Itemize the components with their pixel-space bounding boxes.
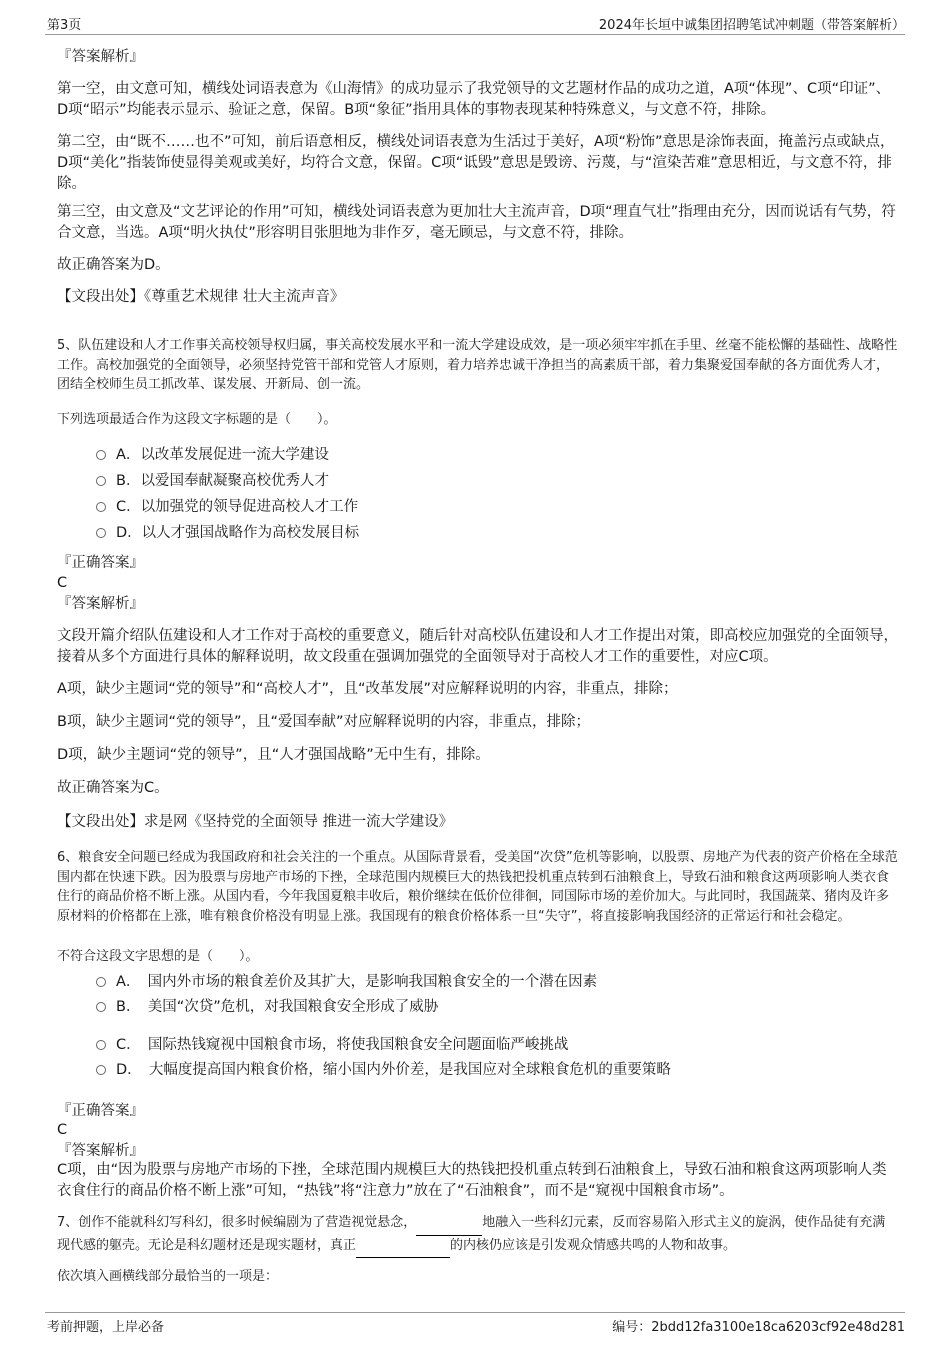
radio-icon[interactable]	[96, 1002, 106, 1012]
analysis-paragraph: A项，缺少主题词“党的领导”和“高校人才”，且“改革发展”对应解释说明的内容，非重点，排除；	[57, 681, 678, 697]
question-7-stem: 7、创作不能就科幻写科幻，很多时候编剧为了营造视觉悬念， 地融入一些科幻元素，反而容易陷入形式主义的旋涡，使作品徒有充满现代感的躯壳。无论是科幻题材还是现实题材，真正 的内核仍应该是引发观众情感共鸣的人物和故事。	[57, 1213, 898, 1258]
footer-slogan: 考前押题，上岸必备	[47, 1320, 165, 1335]
radio-icon[interactable]	[96, 1040, 106, 1050]
radio-icon[interactable]	[96, 977, 106, 987]
document-id: 编号：2bdd12fa3100e18ca6203cf92e48d281	[612, 1320, 905, 1335]
analysis-paragraph: C项，由“因为股票与房地产市场的下挫，全球范围内规模巨大的热钱把投机重点转到石油粮食上，导致石油和粮食这两项影响人类衣食住行的商品价格不断上涨”可知，“热钱”将“注意力”放在了“石油粮食”，而不是“窥视中国粮食市场”。	[57, 1162, 887, 1199]
radio-icon[interactable]	[96, 1065, 106, 1075]
question-7-prompt: 依次填入画横线部分最恰当的一项是：	[57, 1269, 279, 1284]
option-b[interactable]: B． 美国“次贷”危机，对我国粮食安全形成了威胁	[96, 997, 438, 1017]
option-c[interactable]: C． 国际热钱窥视中国粮食市场，将使我国粮食安全问题面临严峻挑战	[96, 1035, 568, 1055]
analysis-paragraph: D项，缺少主题词“党的领导”，且“人才强国战略”无中生有，排除。	[57, 747, 490, 763]
source-citation: 【文段出处】《尊重艺术规律 壮大主流声音》	[57, 289, 345, 305]
page-header	[45, 14, 905, 35]
analysis-paragraph: 第二空，由“既不……也不”可知，前后语意相反，横线处词语表意为生活过于美好，A项“粉饰”意思是涂饰表面，掩盖污点或缺点，D项“美化”指装饰使显得美观或美好，均符合文意，保留。C项“诋毁”意思是毁谤、污蔑，与“渲染苦难”意思相近，与文意不符，排除。	[57, 134, 895, 192]
analysis-label: 『答案解析』	[57, 49, 144, 65]
document-title: 2024年长垣中诚集团招聘笔试冲刺题（带答案解析）	[598, 18, 905, 33]
fill-blank-2[interactable]	[356, 1238, 450, 1259]
fill-blank-1[interactable]	[416, 1215, 482, 1236]
analysis-paragraph: 第一空，由文意可知，横线处词语表意为《山海情》的成功显示了我党领导的文艺题材作品的成功之道，A项“体现”、C项“印证”、D项“昭示”均能表示显示、验证之意，保留。B项“象征”指用具体的事物表现某种特殊意义，与文意不符，排除。	[57, 81, 891, 118]
analysis-label: 『答案解析』	[57, 1143, 144, 1159]
option-c[interactable]: C．以加强党的领导促进高校人才工作	[96, 497, 358, 517]
option-d[interactable]: D． 大幅度提高国内粮食价格，缩小国内外价差，是我国应对全球粮食危机的重要策略	[96, 1060, 671, 1080]
radio-icon[interactable]	[96, 450, 106, 460]
option-a[interactable]: A． 国内外市场的粮食差价及其扩大，是影响我国粮食安全的一个潜在因素	[96, 972, 597, 992]
answer-label: 『正确答案』	[57, 1103, 144, 1119]
source-citation: 【文段出处】求是网《坚持党的全面领导 推进一流大学建设》	[57, 814, 454, 830]
analysis-paragraph: 第三空，由文意及“文艺评论的作用”可知，横线处词语表意为更加壮大主流声音，D项“理直气壮”指理由充分，因而说话有气势，符合文意，当选。A项“明火执仗”形容明目张胆地为非作歹，毫无顾忌，与文意不符，排除。	[57, 204, 896, 241]
question-5-prompt: 下列选项最适合作为这段文字标题的是（ ）。	[57, 412, 337, 427]
analysis-label: 『答案解析』	[57, 596, 144, 612]
option-b[interactable]: B．以爱国奉献凝聚高校优秀人才	[96, 471, 329, 491]
radio-icon[interactable]	[96, 502, 106, 512]
question-6-prompt: 不符合这段文字思想的是（ ）。	[57, 949, 259, 964]
correct-answer: C	[57, 575, 68, 591]
analysis-paragraph: 文段开篇介绍队伍建设和人才工作对于高校的重要意义，随后针对高校队伍建设和人才工作提出对策，即高校应加强党的全面领导，接着从多个方面进行具体的解释说明，故文段重在强调加强党的全面领导对于高校人才工作的重要性，对应C项。	[57, 628, 898, 665]
correct-answer: C	[57, 1122, 68, 1138]
analysis-paragraph: B项，缺少主题词“党的领导”，且“爱国奉献”对应解释说明的内容，非重点，排除；	[57, 714, 590, 730]
question-6-stem: 6、粮食安全问题已经成为我国政府和社会关注的一个重点。从国际背景看，受美国“次贷”危机等影响，以股票、房地产为代表的资产价格在全球范围内都在快速下跌。因为股票与房地产市场的下挫，全球范围内规模巨大的热钱把投机重点转到石油粮食上，导致石油和粮食这两项影响人类衣食住行的商品价格不断上涨。从国内看，今年我国夏粮丰收后，粮价继续在低价位徘徊，同国际市场的差价加大。与此同时，我国蔬菜、猪肉及许多原材料的价格都在上涨，唯有粮食价格没有明显上涨。我国现有的粮食价格体系一旦“失守”，将直接影响我国经济的正常运行和社会稳定。	[57, 850, 898, 924]
analysis-conclusion: 故正确答案为C。	[57, 780, 169, 796]
page-footer	[45, 1312, 905, 1335]
page-number: 第3页	[47, 18, 82, 33]
option-d[interactable]: D．以人才强国战略作为高校发展目标	[96, 523, 359, 543]
radio-icon[interactable]	[96, 476, 106, 486]
radio-icon[interactable]	[96, 528, 106, 538]
analysis-conclusion: 故正确答案为D。	[57, 257, 170, 273]
question-5-stem: 5、队伍建设和人才工作事关高校领导权归属，事关高校发展水平和一流大学建设成效，是一项必须牢牢抓在手里、丝毫不能松懈的基础性、战略性工作。高校加强党的全面领导，必须坚持党管干部和党管人才原则，着力培养忠诚干净担当的高素质干部，着力集聚爱国奉献的各方面优秀人才，团结全校师生员工抓改革、谋发展、开新局、创一流。	[57, 338, 898, 392]
option-a[interactable]: A．以改革发展促进一流大学建设	[96, 445, 329, 465]
answer-label: 『正确答案』	[57, 555, 144, 571]
